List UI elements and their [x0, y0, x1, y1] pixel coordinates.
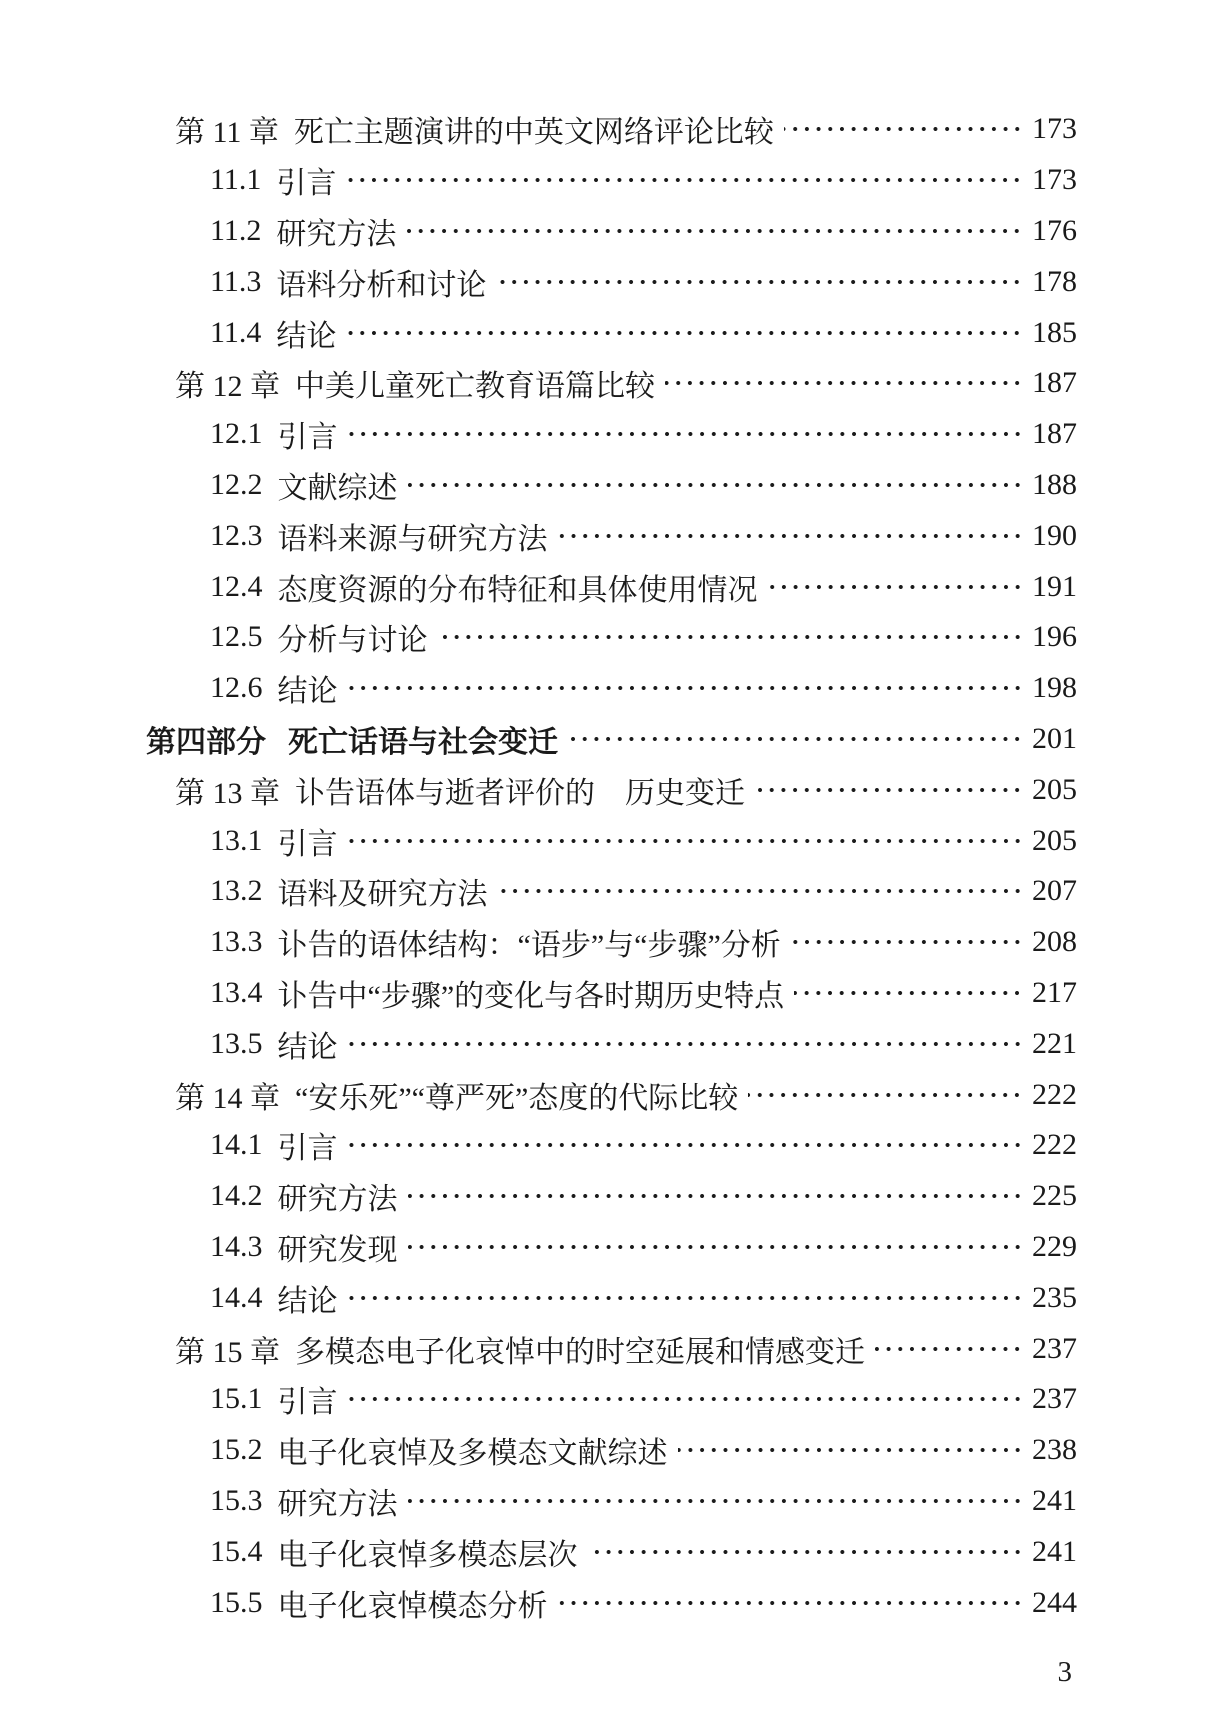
toc-entry-number: 12.2 [210, 467, 263, 501]
toc-entry-page: 185 [1032, 315, 1077, 349]
toc-entry-number: 12.6 [210, 671, 263, 705]
toc-entry-page: 222 [1032, 1128, 1077, 1162]
toc-entry-number: 14.4 [210, 1280, 263, 1314]
toc-entry-page: 196 [1032, 620, 1077, 654]
toc-entry-number: 14.2 [210, 1179, 263, 1213]
toc-entry-page: 229 [1032, 1229, 1077, 1263]
toc-entry-section [0, 1120, 1077, 1171]
toc-entry-title: 电子化哀悼多模态层次 [277, 1538, 578, 1572]
toc-entry-chapter [0, 104, 1077, 155]
toc-entry-section [0, 1476, 1077, 1527]
folio-number: 3 [1057, 1655, 1072, 1688]
toc-entry-title: 讣告语体与逝者评价的 历史变迁 [295, 776, 745, 810]
toc-entry-number: 12.5 [210, 620, 263, 654]
toc-entry-page: 176 [1032, 213, 1077, 247]
toc-entry-page: 217 [1032, 975, 1077, 1009]
toc-entry-title: 结论 [277, 1284, 338, 1318]
dot-leader [406, 216, 1023, 246]
toc-entry-number: 11.4 [210, 315, 262, 349]
toc-entry-page: 173 [1032, 163, 1077, 197]
toc-entry-section [0, 1272, 1077, 1323]
toc-entry-page: 190 [1032, 518, 1077, 552]
toc-entry-number: 15.1 [210, 1382, 263, 1416]
toc-entry-section [0, 409, 1077, 460]
dot-leader [784, 114, 1023, 144]
toc-entry-title: 中美儿童死亡教育语篇比较 [295, 370, 655, 404]
toc-entry-page: 222 [1032, 1077, 1077, 1111]
toc-entry-number: 13.5 [210, 1026, 263, 1060]
toc-entry-section [0, 155, 1077, 206]
dot-leader [558, 521, 1024, 551]
toc-entry-section [0, 510, 1077, 561]
dot-leader [794, 978, 1023, 1008]
toc-entry-page: 205 [1032, 823, 1077, 857]
dot-leader [588, 1537, 1024, 1567]
toc-entry-title: 结论 [276, 319, 337, 353]
toc-entry-section [0, 866, 1077, 917]
toc-entry-number: 第四部分 [146, 725, 266, 759]
dot-leader [348, 1384, 1024, 1414]
toc-entry-number: 15.2 [210, 1433, 263, 1467]
toc-entry-title: 讣告的语体结构：“语步”与“步骤”分析 [277, 929, 781, 963]
toc-entry-title: 语料分析和讨论 [276, 268, 487, 302]
toc-entry-number: 13.1 [210, 823, 263, 857]
dot-leader [768, 572, 1024, 602]
dot-leader [665, 368, 1023, 398]
toc-entry-page: 201 [1032, 721, 1077, 755]
toc-entry-page: 205 [1032, 772, 1077, 806]
toc-entry-section [0, 815, 1077, 866]
toc-entry-section [0, 1577, 1077, 1628]
dot-leader [408, 470, 1024, 500]
toc-entry-title: “安乐死”“尊严死”态度的代际比较 [295, 1081, 739, 1115]
toc-entry-number: 第 11 章 [175, 116, 279, 150]
dot-leader [348, 419, 1024, 449]
dot-leader [346, 318, 1023, 348]
toc-entry-title: 电子化哀悼及多模态文献综述 [277, 1437, 668, 1471]
toc-entry-number: 15.3 [210, 1483, 263, 1517]
toc-entry-title: 引言 [277, 421, 338, 455]
toc-entry-section [0, 1171, 1077, 1222]
toc-entry-number: 13.2 [210, 874, 263, 908]
toc-entry-section [0, 460, 1077, 511]
toc-entry-title: 讣告中“步骤”的变化与各时期历史特点 [277, 979, 785, 1013]
dot-leader [558, 1588, 1024, 1618]
toc-entry-title: 语料来源与研究方法 [277, 522, 548, 556]
toc-entry-title: 结论 [277, 675, 338, 709]
dot-leader [791, 927, 1023, 957]
toc-entry-number: 12.3 [210, 518, 263, 552]
toc-entry-title: 态度资源的分布特征和具体使用情况 [277, 573, 758, 607]
toc-entry-page: 241 [1032, 1534, 1077, 1568]
toc-entry-page: 187 [1032, 366, 1077, 400]
dot-leader [748, 1080, 1023, 1110]
toc-entry-number: 11.1 [210, 163, 262, 197]
toc-entry-title: 研究方法 [277, 1183, 398, 1217]
toc-entry-chapter [0, 764, 1077, 815]
toc-entry-page: 237 [1032, 1382, 1077, 1416]
toc-entry-title: 研究发现 [277, 1233, 398, 1267]
dot-leader [348, 1283, 1024, 1313]
toc-entry-title: 分析与讨论 [277, 624, 428, 658]
toc-entry-page: 187 [1032, 417, 1077, 451]
dot-leader [348, 673, 1024, 703]
toc-entry-page: 244 [1032, 1585, 1077, 1619]
folio [0, 1656, 1213, 1689]
toc-entry-number: 12.1 [210, 417, 263, 451]
toc-entry-number: 14.3 [210, 1229, 263, 1263]
toc-entry-page: 178 [1032, 264, 1077, 298]
toc-entry-page: 208 [1032, 925, 1077, 959]
toc-entry-section [0, 1222, 1077, 1273]
toc-entry-title: 死亡话语与社会变迁 [288, 725, 558, 759]
toc-entry-number: 第 12 章 [175, 370, 280, 404]
toc-entry-title: 引言 [276, 167, 337, 201]
dot-leader [496, 267, 1023, 297]
toc-entry-number: 第 15 章 [175, 1335, 280, 1369]
toc-entry-section [0, 1425, 1077, 1476]
toc-entry-section [0, 307, 1077, 358]
toc-entry-title: 引言 [277, 1386, 338, 1420]
toc-entry-number: 11.3 [210, 264, 262, 298]
dot-leader [346, 165, 1023, 195]
dot-leader [408, 1181, 1024, 1211]
toc-entry-page: 173 [1032, 112, 1077, 146]
toc-entry-chapter [0, 1069, 1077, 1120]
toc-entry-number: 12.4 [210, 569, 263, 603]
toc-entry-title: 结论 [277, 1030, 338, 1064]
toc-entry-page: 207 [1032, 874, 1077, 908]
toc-entry-title: 研究方法 [276, 217, 397, 251]
toc-entry-title: 研究方法 [277, 1487, 398, 1521]
toc-entry-title: 语料及研究方法 [277, 878, 488, 912]
toc-entry-section [0, 612, 1077, 663]
dot-leader [875, 1334, 1023, 1364]
toc-entry-section [0, 561, 1077, 612]
toc-entry-part [0, 714, 1077, 765]
toc-entry-section [0, 917, 1077, 968]
dot-leader [348, 1130, 1024, 1160]
toc-entry-section [0, 256, 1077, 307]
toc-entry-title: 死亡主题演讲的中英文网络评论比较 [293, 116, 774, 150]
toc-entry-number: 15.4 [210, 1534, 263, 1568]
dot-leader [408, 1486, 1024, 1516]
toc-entry-page: 225 [1032, 1179, 1077, 1213]
toc-entry-page: 198 [1032, 671, 1077, 705]
toc-entry-number: 15.5 [210, 1585, 263, 1619]
toc-entry-number: 第 13 章 [175, 776, 280, 810]
toc-entry-chapter [0, 358, 1077, 409]
toc-entry-number: 13.3 [210, 925, 263, 959]
toc-entry-section [0, 1018, 1077, 1069]
toc-entry-number: 14.1 [210, 1128, 263, 1162]
toc-entry-page: 235 [1032, 1280, 1077, 1314]
toc-entry-page: 188 [1032, 467, 1077, 501]
toc-entry-chapter [0, 1323, 1077, 1374]
toc-entry-title: 引言 [277, 1132, 338, 1166]
toc-entry-page: 241 [1032, 1483, 1077, 1517]
dot-leader [755, 775, 1023, 805]
toc-entry-section [0, 968, 1077, 1019]
toc-entry-title: 多模态电子化哀悼中的时空延展和情感变迁 [295, 1335, 865, 1369]
toc-entry-section [0, 1374, 1077, 1425]
dot-leader [438, 622, 1024, 652]
dot-leader [568, 724, 1023, 754]
toc-entry-title: 引言 [277, 827, 338, 861]
toc-entry-title: 文献综述 [277, 471, 398, 505]
toc-entry-section [0, 663, 1077, 714]
toc-entry-page: 191 [1032, 569, 1077, 603]
toc-entry-number: 第 14 章 [175, 1081, 280, 1115]
toc-entry-section [0, 206, 1077, 257]
dot-leader [348, 826, 1024, 856]
toc-entry-title: 电子化哀悼模态分析 [277, 1589, 548, 1623]
dot-leader [678, 1435, 1024, 1465]
toc-entry-page: 238 [1032, 1433, 1077, 1467]
dot-leader [498, 876, 1024, 906]
toc-entry-page: 237 [1032, 1331, 1077, 1365]
toc-entry-page: 221 [1032, 1026, 1077, 1060]
toc-entry-section [0, 1526, 1077, 1577]
toc-entry-number: 13.4 [210, 975, 263, 1009]
dot-leader [348, 1029, 1024, 1059]
dot-leader [408, 1232, 1024, 1262]
toc-entry-number: 11.2 [210, 213, 262, 247]
